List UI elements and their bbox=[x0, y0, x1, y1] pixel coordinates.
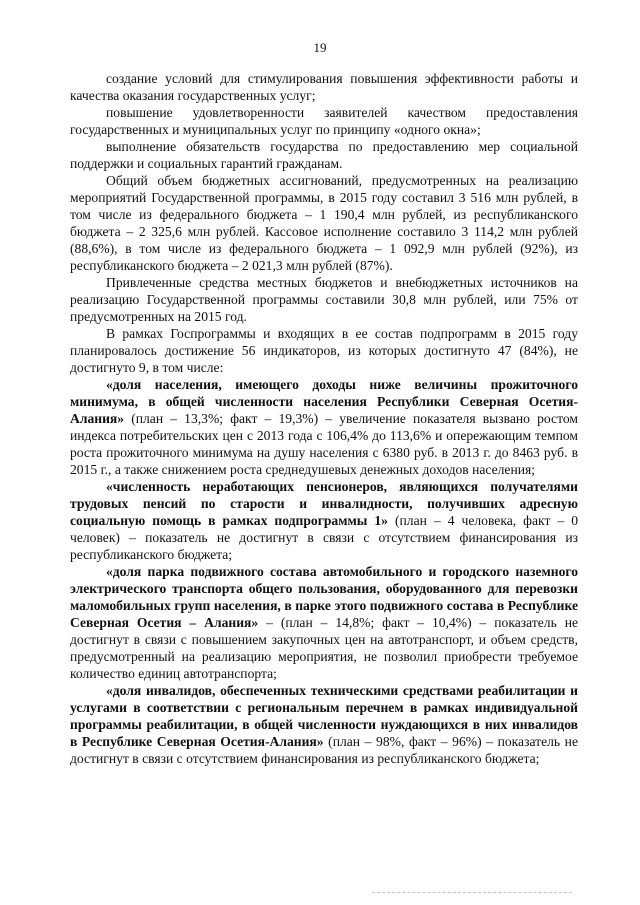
paragraph-indicators: В рамках Госпрограммы и входящих в ее состав подпрограмм в 2015 году планировалось достижение 56 индикаторов, из которых достигнуто 47 (84%), не достигнуто 9, в том числе: bbox=[70, 326, 578, 375]
scan-edge-mark bbox=[372, 892, 572, 896]
paragraph-indicator-poverty: «доля населения, имеющего доходы ниже величины прожиточного минимума, в общей численности населения Республики Северная Осетия-Алания» (план – 13,3%; факт – 19,3%) – увеличение показателя вызвано ростом индекса потребительских цен с 2013 года с 106,4% до 113,6% и опережающим темпом роста прожиточного минимума на душу населения с 6380 руб. в 2013 г. до 8463 руб. в 2015 г., а также снижением роста среднедушевых денежных доходов населения; bbox=[70, 377, 578, 477]
paragraph-budget: Общий объем бюджетных ассигнований, предусмотренных на реализацию мероприятий Государственной программы, в 2015 году составил 3 516 млн рублей, в том числе из федерального бюджета – 1 190,4 млн рублей, из республиканского бюджета – 2 325,6 млн рублей. Кассовое исполнение составило 3 114,2 млн рублей (88,6%), в том числе из федерального бюджета – 1 092,9 млн рублей (92%), из республиканского бюджета – 2 021,3 млн рублей (87%). bbox=[70, 173, 578, 273]
indicator-title: «доля инвалидов, обеспеченных техническими средствами реабилитации и услугами в соответствии с региональным перечнем в рамках индивидуальной программы реабилитации, в общей численности нуждающихся в них инвалидов в Республике Северная Осетия-Алания» bbox=[70, 683, 578, 749]
paragraph-indicator-rehabilitation: «доля инвалидов, обеспеченных техническими средствами реабилитации и услугами в соответствии с региональным перечнем в рамках индивидуальной программы реабилитации, в общей численности нуждающихся в них инвалидов в Республике Северная Осетия-Алания» (план – 98%, факт – 96%) – показатель не достигнут в связи с отсутствием финансирования из республиканского бюджета; bbox=[70, 683, 578, 766]
paragraph-goal-services: создание условий для стимулирования повышения эффективности работы и качества оказания государственных услуг; bbox=[70, 71, 578, 103]
body-text bbox=[70, 70, 578, 767]
indicator-title: «численность неработающих пенсионеров, являющихся получателями трудовых пенсий по старости и инвалидности, получивших адресную социальную помощь в рамках подпрограммы 1» bbox=[70, 479, 578, 528]
page-number: 19 bbox=[313, 40, 327, 55]
paragraph-indicator-transport: «доля парка подвижного состава автомобильного и городского наземного электрического транспорта общего пользования, оборудованного для перевозки маломобильных групп населения, в парке этого подвижного состава в Республике Северная Осетия – Алания» – (план – 14,8%; факт – 10,4%) – показатель не достигнут в связи с повышением закупочных цен на автотранспорт, и объем средств, предусмотренный на реализацию мероприятия, не позволил приобрести требуемое количество единиц автотранспорта; bbox=[70, 564, 579, 681]
paragraph-goal-one-window: повышение удовлетворенности заявителей качеством предоставления государственных и муниципальных услуг по принципу «одного окна»; bbox=[70, 105, 578, 137]
paragraph-local-funds: Привлеченные средства местных бюджетов и внебюджетных источников на реализацию Государственной программы составили 30,8 млн рублей, или 75% от предусмотренных на 2015 год. bbox=[70, 275, 578, 324]
indicator-title: «доля населения, имеющего доходы ниже величины прожиточного минимума, в общей численности населения Республики Северная Осетия-Алания» bbox=[70, 377, 578, 426]
indicator-title: «доля парка подвижного состава автомобильного и городского наземного электрического транспорта общего пользования, оборудованного для перевозки маломобильных групп населения, в парке этого подвижного состава в Республике Северная Осетия – Алания» bbox=[70, 564, 578, 630]
paragraph-indicator-pensioners: «численность неработающих пенсионеров, являющихся получателями трудовых пенсий по старости и инвалидности, получивших адресную социальную помощь в рамках подпрограммы 1» (план – 4 человека, факт – 0 человек) – показатель не достигнут в связи с отсутствием финансирования из республиканского бюджета; bbox=[70, 479, 579, 562]
paragraph-goal-obligations: выполнение обязательств государства по предоставлению мер социальной поддержки и социальных гарантий гражданам. bbox=[70, 139, 578, 171]
